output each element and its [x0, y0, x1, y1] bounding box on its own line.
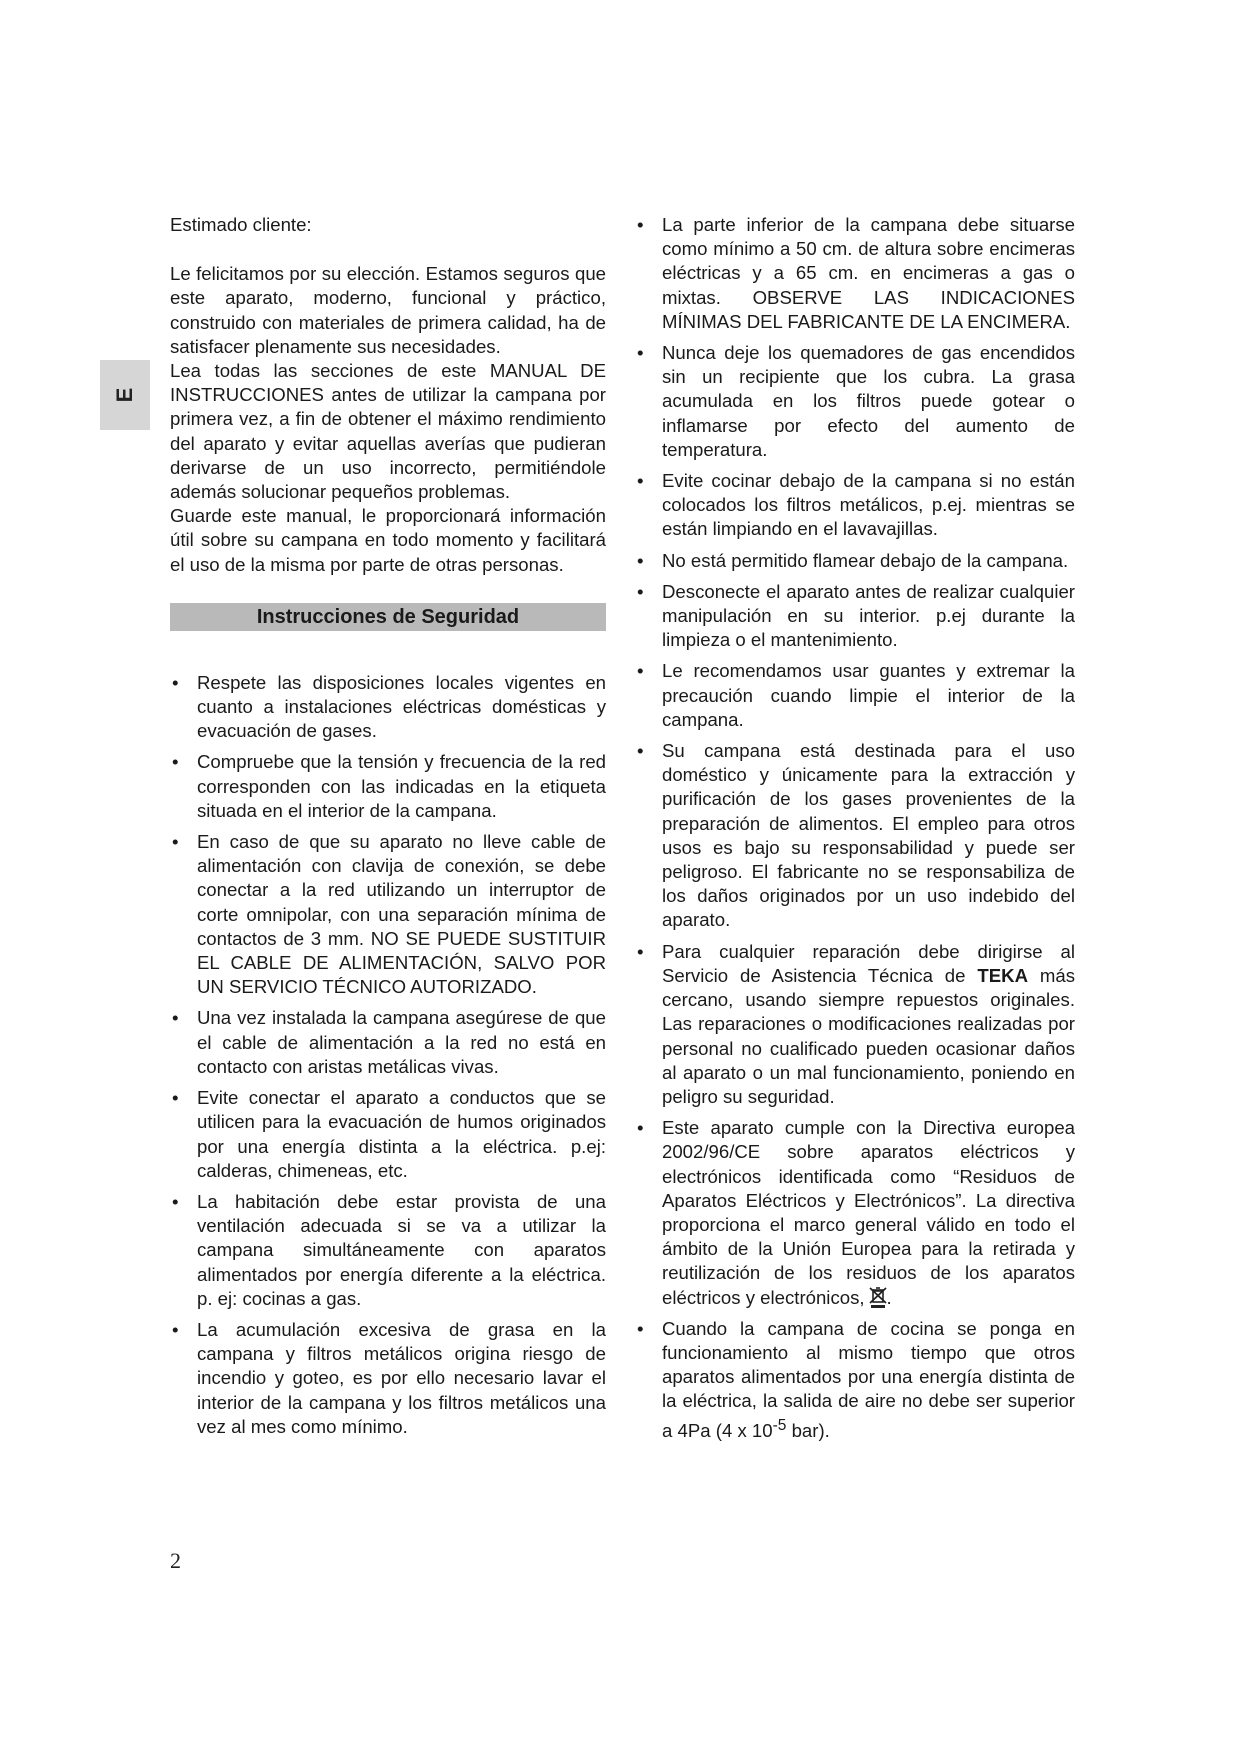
list-item-text: La acumulación excesiva de grasa en la campana y filtros metálicos origina riesgo de incendio y goteo, es por ello necesario lavar el interior de la campana y los filtros metálicos una vez al mes como mínimo.	[197, 1318, 606, 1437]
crossed-bin-icon	[869, 1286, 887, 1308]
intro-paragraph: Le felicitamos por su elección. Estamos seguros que este aparato, moderno, funcional y práctico, construido con materiales de primera calidad, ha de satisfacer plenamente sus necesidades.	[170, 263, 606, 357]
bullet-icon: •	[637, 470, 644, 492]
list-item	[170, 1190, 606, 1311]
list-item	[635, 580, 1075, 653]
list-item	[635, 341, 1075, 462]
left-column	[170, 213, 606, 1446]
list-item-repair	[635, 940, 1075, 1109]
list-item-text: Su campana está destinada para el uso doméstico y únicamente para la extracción y purificación de los gases provenientes de la preparación de alimentos. El empleo para otros usos es bajo su responsabilidad y puede ser peligroso. El fabricante no se responsabiliza de los daños originados por un uso indebido del aparato.	[662, 740, 1075, 931]
bullet-icon: •	[172, 1087, 179, 1109]
intro-paragraph: Lea todas las secciones de este MANUAL DE INSTRUCCIONES antes de utilizar la campana por primera vez, a fin de obtener el máximo rendimiento del aparato y evitar aquellas averías que pudieran derivarse de un uso incorrecto, permitiéndole además solucionar pequeños problemas.	[170, 360, 606, 503]
list-item	[635, 739, 1075, 933]
pressure-text-after: bar).	[786, 1419, 830, 1441]
bullet-icon: •	[172, 671, 179, 693]
section-title: Instrucciones de Seguridad	[170, 603, 606, 631]
bullet-icon: •	[637, 740, 644, 762]
bullet-icon: •	[637, 214, 644, 235]
list-item	[170, 1006, 606, 1079]
list-item	[170, 750, 606, 823]
intro-paragraph: Guarde este manual, le proporcionará información útil sobre su campana en todo momento y facilitará el uso de la misma por parte de otras personas.	[170, 505, 606, 575]
safety-list-left	[170, 671, 606, 1439]
bullet-icon: •	[637, 342, 644, 364]
list-item-text: Le recomendamos usar guantes y extremar la precaución cuando limpie el interior de la campana.	[662, 660, 1075, 730]
bullet-icon: •	[637, 549, 644, 571]
list-item-text: Evite conectar el aparato a conductos que se utilicen para la evacuación de humos originados por una energía distinta a la eléctrica. p.ej: calderas, chimeneas, etc.	[197, 1087, 606, 1181]
weee-text: Este aparato cumple con la Directiva europea 2002/96/CE sobre aparatos eléctricos y electrónicos identificada como “Residuos de Aparatos Eléctricos y Electrónicos”. La directiva proporciona el marco general válido en todo el ámbito de la Unión Europea para la retirada y reutilización de los residuos de los aparatos eléctricos y electrónicos,	[662, 1117, 1075, 1308]
language-tab-label: E	[112, 387, 137, 403]
bullet-icon: •	[172, 751, 179, 773]
list-item-text: La habitación debe estar provista de una ventilación adecuada si se va a utilizar la campana simultáneamente con aparatos alimentados por energía diferente a la eléctrica. p. ej: cocinas a gas.	[197, 1190, 606, 1309]
bullet-icon: •	[172, 1190, 179, 1212]
list-item-text: Una vez instalada la campana asegúrese de que el cable de alimentación a la red no está en contacto con aristas metálicas vivas.	[197, 1007, 606, 1077]
list-item-weee	[635, 1116, 1075, 1310]
bullet-icon: •	[637, 940, 644, 962]
bullet-icon: •	[172, 831, 179, 853]
language-tab	[100, 360, 150, 430]
page-number: 2	[170, 1548, 181, 1573]
list-item	[635, 549, 1075, 573]
list-item	[170, 830, 606, 999]
list-item	[170, 1318, 606, 1439]
bullet-icon: •	[172, 1318, 179, 1340]
list-item-text: En caso de que su aparato no lleve cable de alimentación con clavija de conexión, se debe conectar a la red utilizando un interruptor de corte omnipolar, con una separación mínima de contactos de 3 mm. NO SE PUEDE SUSTITUIR EL CABLE DE ALIMENTACIÓN, SALVO POR UN SERVICIO TÉCNICO AUTORIZADO.	[197, 831, 606, 998]
list-item-text: La parte inferior de la campana debe situarse como mínimo a 50 cm. de altura sobre encimeras eléctricas y a 65 cm. en encimeras a gas o mixtas. OBSERVE LAS INDICACIONES MÍNIMAS DEL FABRICANTE DE LA ENCIMERA.	[662, 214, 1075, 332]
list-item-text: Nunca deje los quemadores de gas encendidos sin un recipiente que los cubra. La grasa acumulada en los filtros puede gotear o inflamarse por efecto del aumento de temperatura.	[662, 342, 1075, 460]
greeting: Estimado cliente:	[170, 214, 312, 235]
bullet-icon: •	[637, 580, 644, 602]
list-item	[635, 213, 1075, 334]
right-column	[635, 213, 1075, 1450]
bullet-icon: •	[637, 1317, 644, 1339]
list-item-text: Desconecte el aparato antes de realizar cualquier manipulación en su interior. p.ej durante la limpieza o el mantenimiento.	[662, 580, 1075, 651]
safety-list-right	[635, 213, 1075, 1443]
repair-text-before: Para cualquier reparación debe dirigirse al Servicio de Asistencia Técnica de	[662, 940, 1075, 986]
repair-text-after: más cercano, usando siempre repuestos originales. Las reparaciones o modificaciones realizadas por personal no cualificado pueden ocasionar daños al aparato o un mal funcionamiento, poniendo en peligro su seguridad.	[662, 964, 1076, 1107]
pressure-text-before: Cuando la campana de cocina se ponga en funcionamiento al mismo tiempo que otros aparatos alimentados por una energía distinta de la eléctrica, la salida de aire no debe ser superior a 4Pa (4 x 10	[662, 1317, 1075, 1441]
list-item	[170, 1086, 606, 1183]
list-item	[170, 671, 606, 744]
bullet-icon: •	[172, 1007, 179, 1029]
list-item	[635, 659, 1075, 732]
list-item	[635, 469, 1075, 542]
brand-name: TEKA	[977, 964, 1028, 986]
bullet-icon: •	[637, 1117, 644, 1139]
list-item-text: Respete las disposiciones locales vigentes en cuanto a instalaciones eléctricas domésticas y evacuación de gases.	[197, 671, 606, 742]
list-item-text: Compruebe que la tensión y frecuencia de la red corresponden con las indicadas en la etiqueta situada en el interior de la campana.	[197, 751, 606, 821]
bullet-icon: •	[637, 660, 644, 682]
list-item-pressure	[635, 1317, 1075, 1443]
list-item-text: No está permitido flamear debajo de la campana.	[662, 549, 1069, 571]
list-item-text: Evite cocinar debajo de la campana si no están colocados los filtros metálicos, p.ej. mientras se están limpiando en el lavavajillas.	[662, 470, 1075, 540]
pressure-exponent: -5	[772, 1416, 787, 1434]
weee-text-end: .	[886, 1286, 892, 1308]
